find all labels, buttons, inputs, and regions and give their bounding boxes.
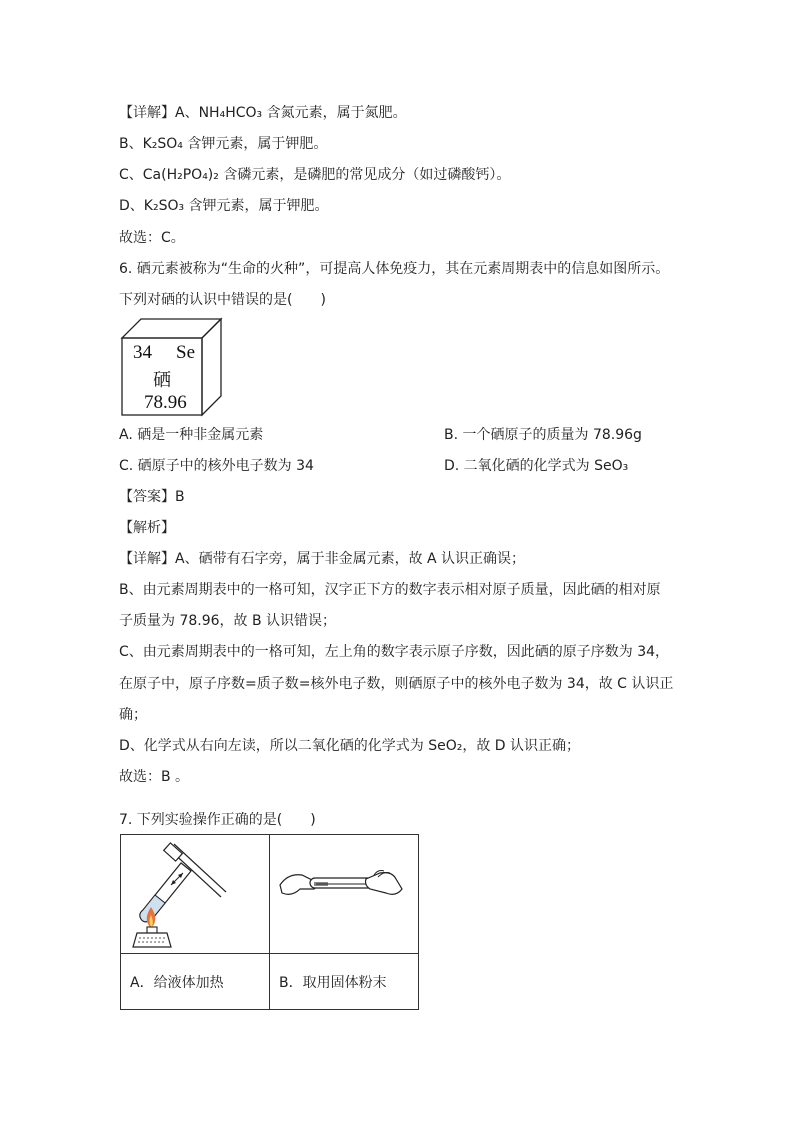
experiment-a-image-cell <box>121 835 270 954</box>
question-6-stem: 6. 硒元素被称为“生命的火种”，可提高人体免疫力，其在元素周期表中的信息如图所示。 <box>119 261 670 277</box>
detail-line-c: C、Ca(H₂PO₄)₂ 含磷元素，是磷肥的常见成分（如过磷酸钙）。 <box>119 167 511 183</box>
option-c: C. 硒原子中的核外电子数为 34 <box>119 458 314 474</box>
analysis-title: 【解析】 <box>119 520 175 536</box>
detail-line-d: D、K₂SO₃ 含钾元素，属于钾肥。 <box>119 198 329 214</box>
question-6-stem-cont: 下列对硒的认识中错误的是( ) <box>119 292 326 308</box>
analysis-line-c2: 在原子中，原子序数=质子数=核外电子数，则硒原子中的核外电子数为 34，故 C 认识正 <box>119 676 674 692</box>
analysis-line-c1: C、由元素周期表中的一格可知，左上角的数字表示原子序数，因此硒的原子序数为 34， <box>119 644 670 660</box>
experiment-b-image-cell <box>270 835 419 954</box>
periodic-table-cell <box>119 316 223 418</box>
detail-line-a: 【详解】A、NH₄HCO₃ 含氮元素，属于氮肥。 <box>119 105 407 121</box>
analysis-choice: 故选：B 。 <box>119 769 190 785</box>
option-a: A. 硒是一种非金属元素 <box>119 427 264 443</box>
experiment-table <box>120 834 419 1010</box>
atomic-number: 34 <box>133 342 152 363</box>
powder-spatula-icon <box>270 835 409 949</box>
element-name: 硒 <box>153 370 171 390</box>
experiment-a-caption: A．给液体加热 <box>121 954 270 1010</box>
heating-liquid-icon <box>121 835 260 949</box>
analysis-line-b2: 子质量为 78.96，故 B 认识错误； <box>119 613 337 629</box>
atomic-mass: 78.96 <box>144 392 187 413</box>
experiment-b-caption: B．取用固体粉末 <box>270 954 419 1010</box>
answer-choice: 故选：C。 <box>119 230 185 246</box>
detail-line-b: B、K₂SO₄ 含钾元素，属于钾肥。 <box>119 136 328 152</box>
option-d: D. 二氧化硒的化学式为 SeO₃ <box>444 458 629 474</box>
option-b: B. 一个硒原子的质量为 78.96g <box>444 427 642 443</box>
analysis-line-b1: B、由元素周期表中的一格可知，汉字正下方的数字表示相对原子质量，因此硒的相对原 <box>119 582 661 598</box>
analysis-line-c3: 确； <box>119 707 147 723</box>
element-symbol: Se <box>176 342 195 363</box>
analysis-line-a: 【详解】A、硒带有石字旁，属于非金属元素，故 A 认识正确误； <box>119 551 526 567</box>
answer-label: 【答案】B <box>119 489 185 505</box>
analysis-line-d: D、化学式从右向左读，所以二氧化硒的化学式为 SeO₂，故 D 认识正确； <box>119 738 581 754</box>
question-7-stem: 7. 下列实验操作正确的是( ) <box>119 812 316 828</box>
